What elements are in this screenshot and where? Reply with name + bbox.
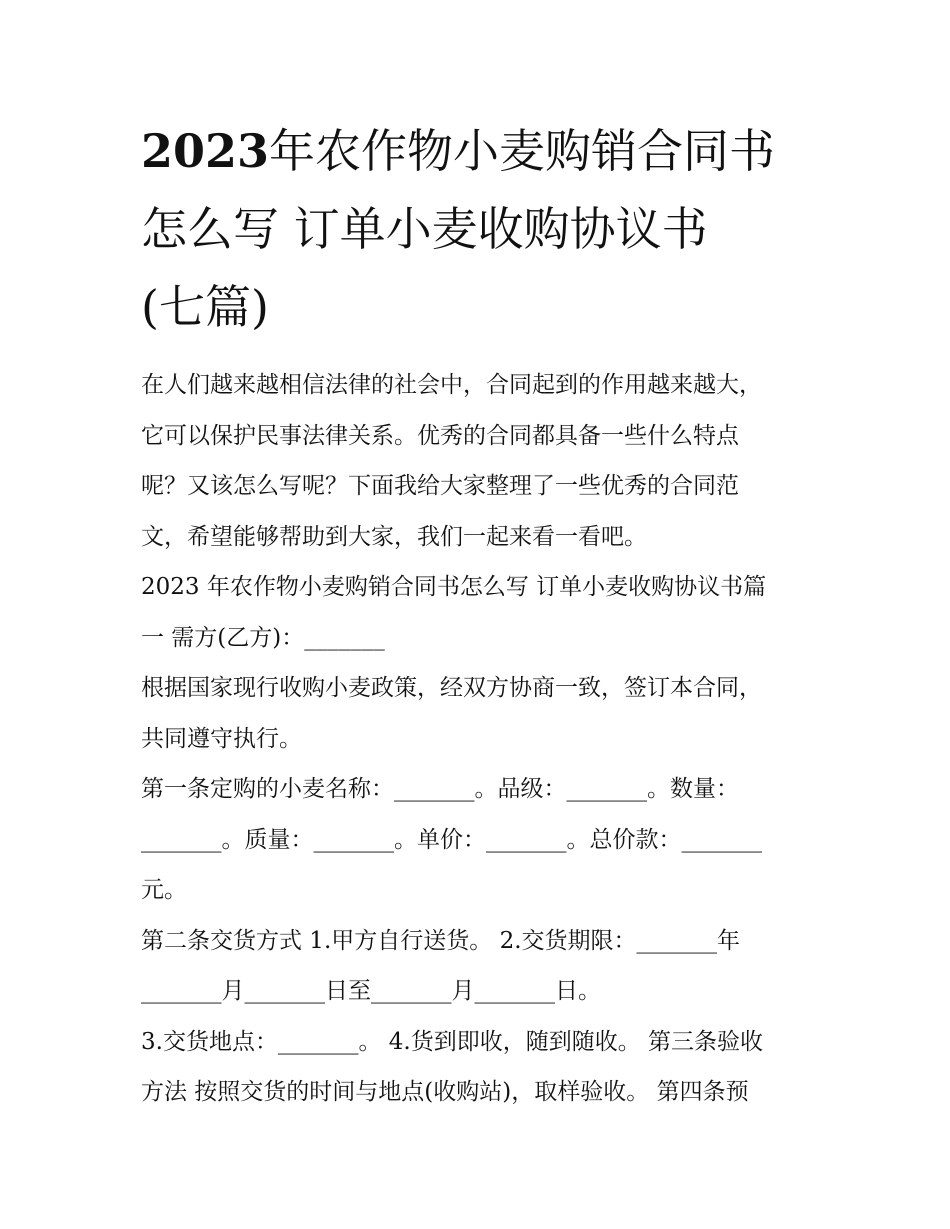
text-line: 它可以保护民事法律关系。优秀的合同都具备一些什么特点 xyxy=(141,422,739,449)
article-2-paragraph xyxy=(141,916,801,1017)
text-line: _______。质量：_______。单价：_______。总价款：_______ xyxy=(141,826,762,853)
section-heading-paragraph xyxy=(141,562,801,663)
policy-paragraph xyxy=(141,663,801,764)
text-line: 第一条定购的小麦名称：_______。品级：_______。数量： xyxy=(141,776,739,802)
title-line-2: 怎么写 订单小麦收购协议书 xyxy=(141,202,708,256)
article-1-paragraph xyxy=(141,764,801,916)
text-line: 一 需方(乙方)：_______ xyxy=(141,624,385,651)
document-title xyxy=(141,112,801,346)
text-line: 呢？又该怎么写呢？下面我给大家整理了一些优秀的合同范 xyxy=(141,473,739,499)
document-page xyxy=(141,112,801,1118)
text-line: 共同遵守执行。 xyxy=(141,725,302,752)
text-line: 3.交货地点：_______。 4.货到即收，随到随收。 第三条验收 xyxy=(141,1028,764,1055)
text-line: 方法 按照交货的时间与地点(收购站)，取样验收。 第四条预 xyxy=(141,1079,749,1105)
text-line: 根据国家现行收购小麦政策，经双方协商一致，签订本合同， xyxy=(141,675,762,701)
title-year: 2023 xyxy=(141,124,270,178)
title-line-3: (七篇) xyxy=(141,280,269,334)
title-line-1-text: 年农作物小麦购销合同书 xyxy=(269,124,776,178)
text-line: _______月_______日至_______月_______日。 xyxy=(141,978,601,1004)
text-line: 在人们越来越相信法律的社会中，合同起到的作用越来越大， xyxy=(141,372,762,398)
title-line-1 xyxy=(141,112,801,190)
text-line: 2023 年农作物小麦购销合同书怎么写 订单小麦收购协议书篇 xyxy=(141,574,767,600)
text-line: 文，希望能够帮助到大家，我们一起来看一看吧。 xyxy=(141,523,647,550)
text-line: 元。 xyxy=(141,877,187,903)
article-3-paragraph xyxy=(141,1017,801,1118)
document-body xyxy=(141,360,801,1118)
intro-paragraph xyxy=(141,360,801,562)
text-line: 第二条交货方式 1.甲方自行送货。 2.交货期限：_______年 xyxy=(141,927,741,954)
